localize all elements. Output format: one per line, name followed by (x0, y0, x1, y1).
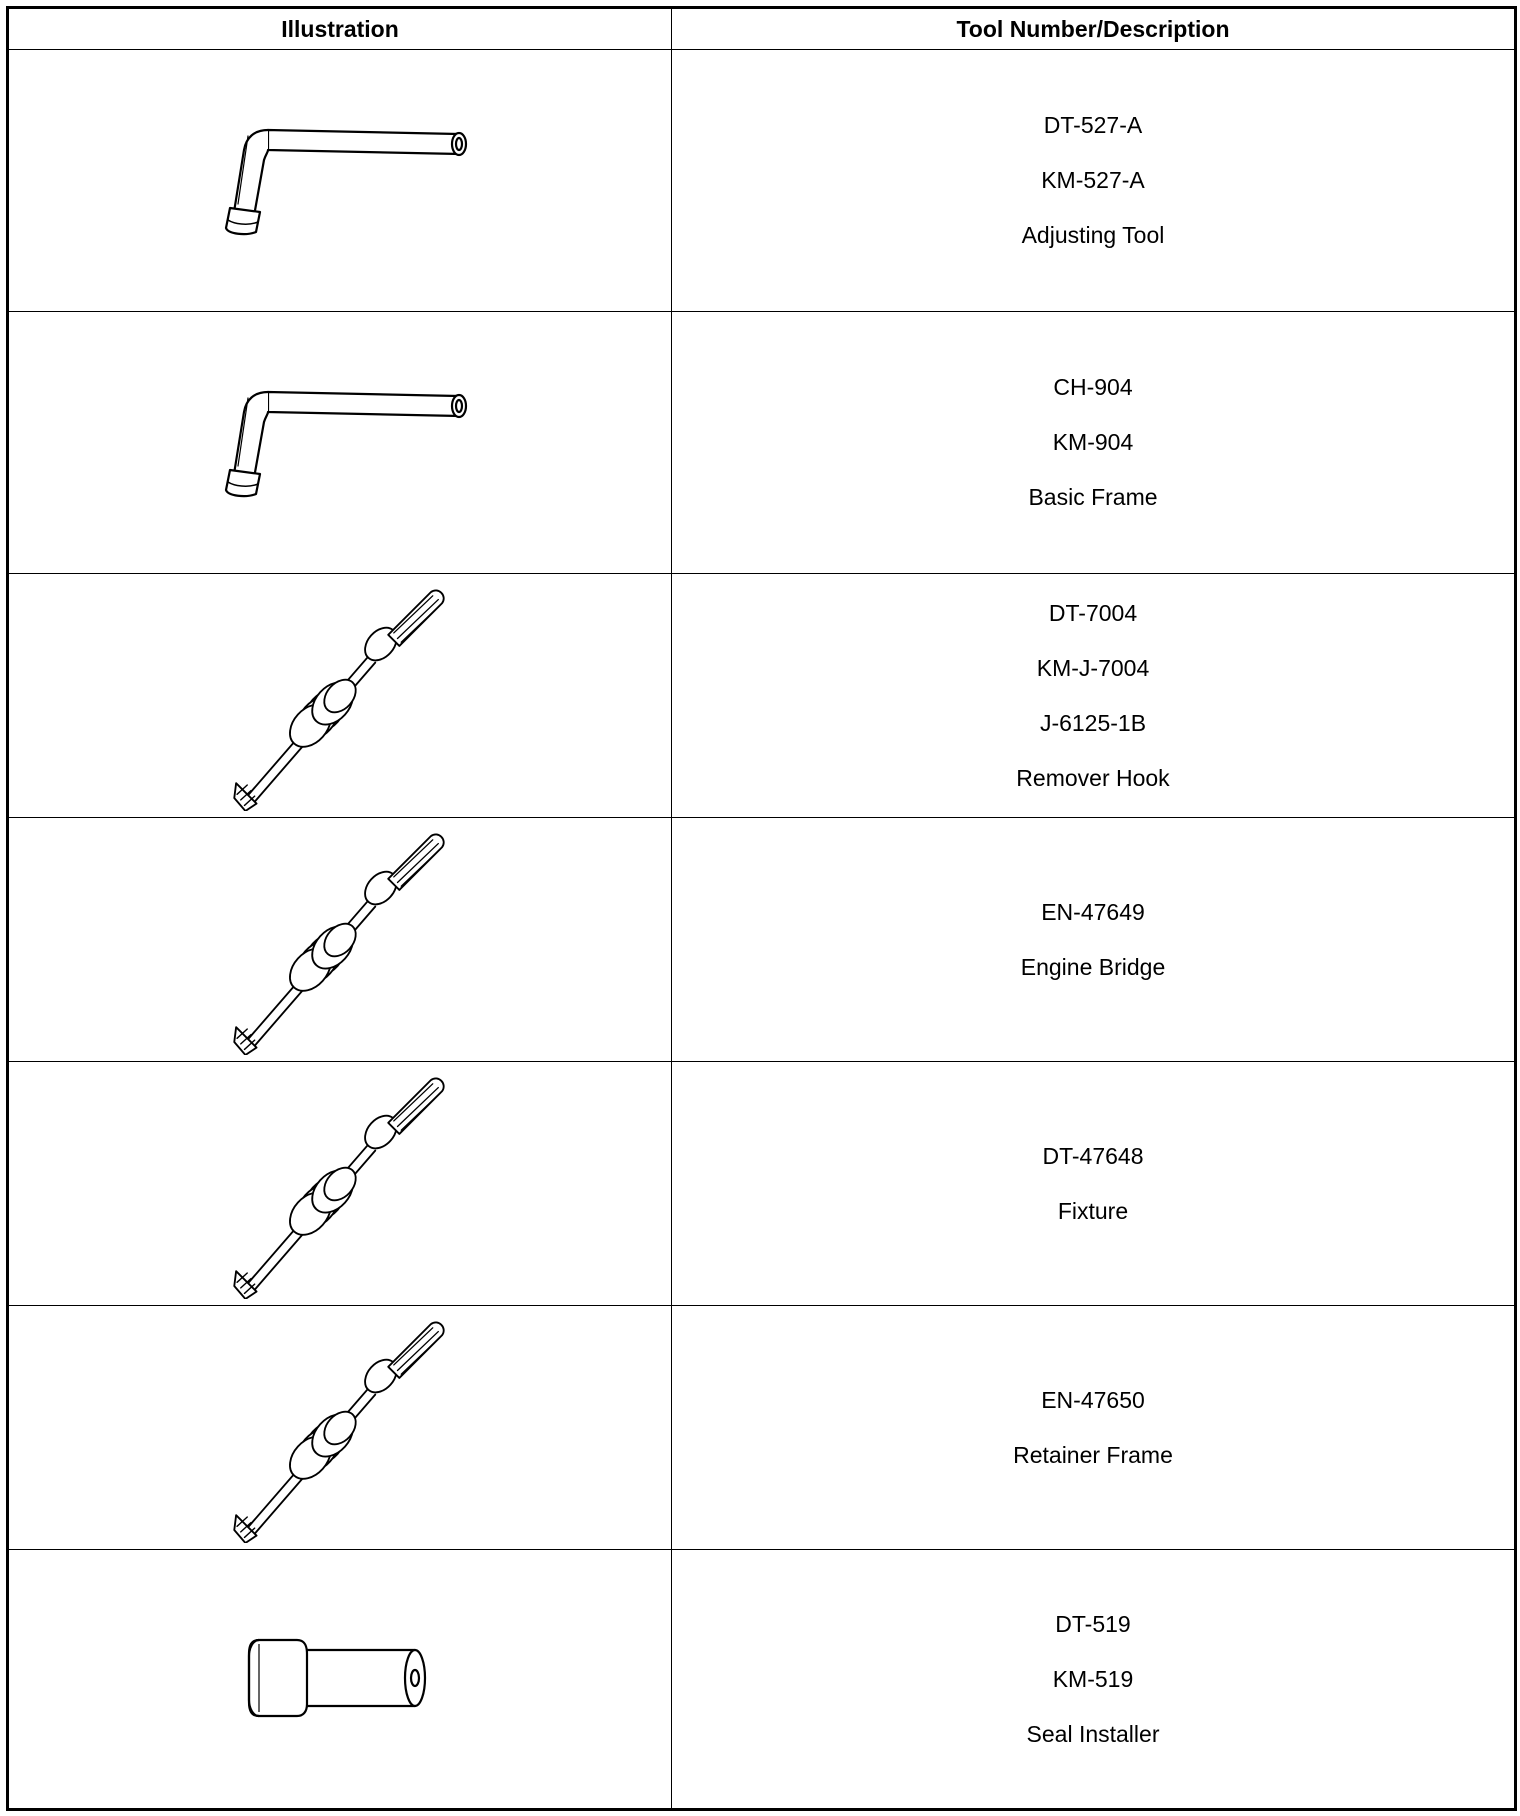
tool-number: KM-904 (1052, 429, 1134, 455)
l-wrench-icon (210, 111, 470, 251)
slide-hammer-icon (220, 1069, 460, 1299)
special-tools-table (6, 6, 1517, 1811)
tool-number: KM-527-A (1041, 167, 1145, 193)
tool-description: Basic Frame (1028, 484, 1158, 510)
illustration-cell (8, 1550, 672, 1810)
seal-installer-icon (245, 1634, 435, 1724)
description-cell (672, 312, 1516, 574)
tool-number: DT-7004 (1048, 599, 1138, 626)
table-row (8, 1062, 1516, 1306)
illustration-cell (8, 1062, 672, 1306)
table-row (8, 818, 1516, 1062)
table-header-row (8, 8, 1516, 50)
description-cell (672, 574, 1516, 818)
description-cell (672, 1306, 1516, 1550)
tool-description: Adjusting Tool (1021, 222, 1165, 248)
illustration-cell (8, 818, 672, 1062)
tool-number: CH-904 (1053, 374, 1133, 400)
l-wrench-icon (210, 373, 470, 513)
illustration-cell (8, 574, 672, 818)
tool-number: KM-J-7004 (1036, 654, 1150, 681)
description-cell (672, 1550, 1516, 1810)
table-row (8, 50, 1516, 312)
table-row (8, 574, 1516, 818)
illustration-cell (8, 1306, 672, 1550)
tool-number: J-6125-1B (1039, 709, 1147, 736)
tool-number: DT-519 (1055, 1610, 1131, 1637)
table-row (8, 312, 1516, 574)
tool-description: Retainer Frame (1013, 1441, 1173, 1468)
illustration-cell (8, 50, 672, 312)
illustration-column-header: Illustration (8, 8, 672, 50)
slide-hammer-icon (220, 825, 460, 1055)
tool-description: Seal Installer (1026, 1720, 1160, 1747)
table-row (8, 1550, 1516, 1810)
illustration-cell (8, 312, 672, 574)
tool-number: KM-519 (1052, 1665, 1134, 1692)
tool-number: DT-47648 (1042, 1142, 1144, 1169)
description-cell (672, 818, 1516, 1062)
tool-number: EN-47649 (1041, 898, 1145, 925)
table-row (8, 1306, 1516, 1550)
tool-description: Remover Hook (1016, 764, 1170, 791)
tool-number: DT-527-A (1043, 112, 1143, 138)
tool-number: EN-47650 (1041, 1386, 1145, 1413)
description-cell (672, 50, 1516, 312)
tool-description: Fixture (1057, 1197, 1129, 1224)
tool-description-column-header: Tool Number/Description (672, 8, 1516, 50)
description-cell (672, 1062, 1516, 1306)
slide-hammer-icon (220, 581, 460, 811)
tool-description: Engine Bridge (1020, 953, 1166, 980)
slide-hammer-icon (220, 1313, 460, 1543)
